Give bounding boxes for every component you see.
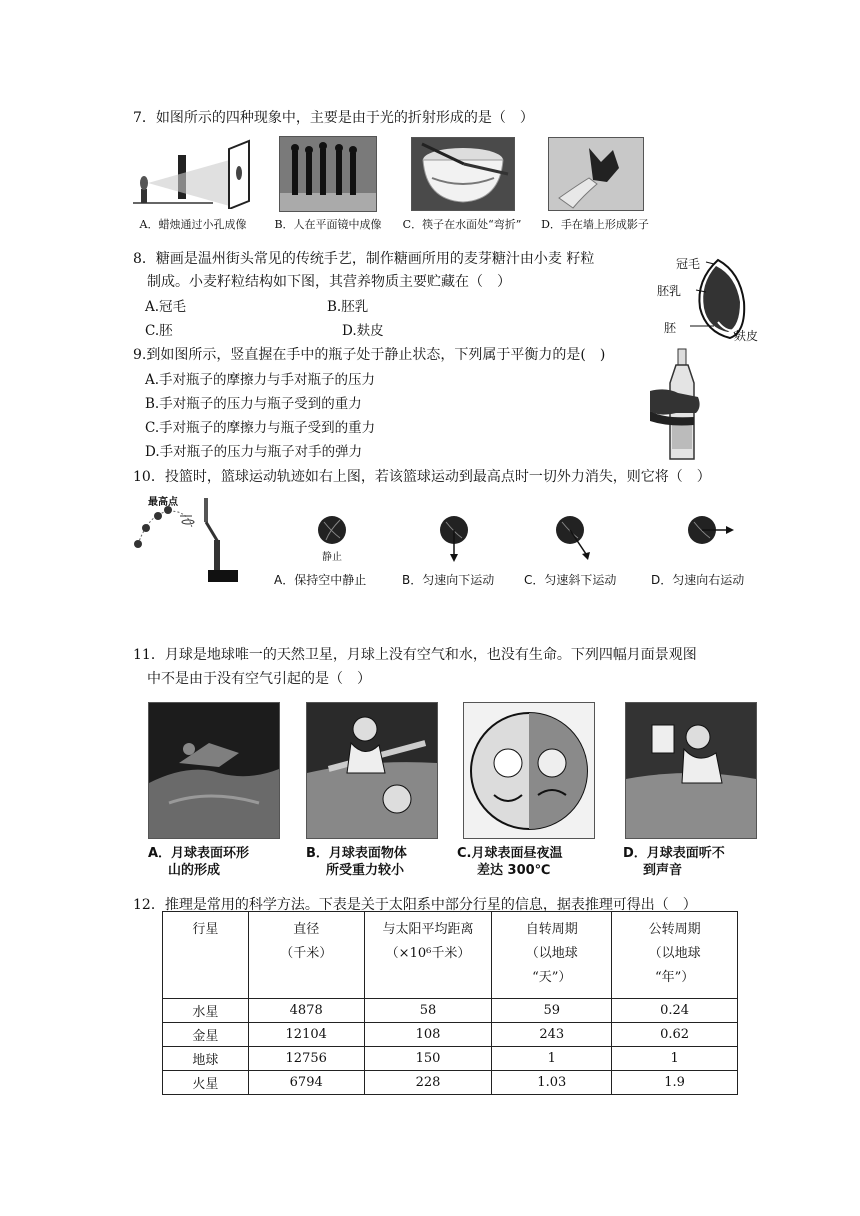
header-planet: 行星 [163, 912, 249, 999]
q10-option-a: A．保持空中静止 [274, 573, 367, 587]
cell-planet: 水星 [163, 999, 249, 1023]
q11-stem-line1: 11．月球是地球唯一的天然卫星，月球上没有空气和水，也没有生命。下列四幅月面景观图 [133, 647, 697, 663]
header-diameter: 直径 （千米） [248, 912, 364, 999]
cell-diameter: 12756 [248, 1047, 364, 1071]
q7-figure-d [548, 137, 644, 211]
q8-label-peiru: 胚乳 [657, 284, 682, 298]
cell-diameter: 12104 [248, 1023, 364, 1047]
q11-figure-a [148, 702, 280, 839]
q11-stem-line2: 中不是由于没有空气引起的是（ ） [147, 671, 371, 687]
planet-table [162, 911, 738, 1095]
q9-option-a: A.手对瓶子的摩擦力与手对瓶子的压力 [145, 372, 376, 388]
q7-caption-a: A．蜡烛通过小孔成像 [139, 218, 247, 231]
cell-distance: 108 [364, 1023, 492, 1047]
q11-caption-b-line1: B．月球表面物体 [306, 846, 407, 861]
cell-revolution: 0.24 [612, 999, 738, 1023]
cell-rotation: 1.03 [492, 1071, 612, 1095]
header-distance: 与太阳平均距离 （×10⁶千米） [364, 912, 492, 999]
cell-distance: 150 [364, 1047, 492, 1071]
q11-caption-a-line2: 山的形成 [168, 863, 221, 878]
q10-option-b: B．匀速向下运动 [402, 573, 495, 587]
q10-top-label: 最高点 [148, 497, 178, 508]
header-revolution: 公转周期 （以地球 “年”） [612, 912, 738, 999]
q10-ball-b [438, 514, 474, 564]
q10-option-c: C．匀速斜下运动 [524, 573, 617, 587]
cell-distance: 58 [364, 999, 492, 1023]
q11-figure-c [463, 702, 595, 839]
q10-ball-a [316, 514, 348, 546]
cell-diameter: 4878 [248, 999, 364, 1023]
table-row [163, 1023, 738, 1047]
cell-rotation: 243 [492, 1023, 612, 1047]
cell-planet: 金星 [163, 1023, 249, 1047]
cell-planet: 火星 [163, 1071, 249, 1095]
q8-label-pei: 胚 [664, 321, 677, 335]
cell-revolution: 1 [612, 1047, 738, 1071]
table-row [163, 1071, 738, 1095]
q11-caption-d-line2: 到声音 [643, 863, 683, 878]
q11-caption-a-line1: A．月球表面环形 [148, 846, 250, 861]
cell-revolution: 0.62 [612, 1023, 738, 1047]
q9-option-c: C.手对瓶子的摩擦力与瓶子受到的重力 [145, 420, 376, 436]
q11-figure-b [306, 702, 438, 839]
q8-stem-line1: 8．糖画是温州街头常见的传统手艺，制作糖画所用的麦芽糖汁由小麦 籽粒 [133, 251, 595, 267]
q8-option-b: B.胚乳 [327, 299, 369, 315]
q8-label-fupi: 麸皮 [734, 329, 759, 343]
q7-figure-c [411, 137, 515, 211]
q8-stem-line2: 制成。小麦籽粒结构如下图，其营养物质主要贮藏在（ ） [147, 274, 511, 290]
q8-option-a: A.冠毛 [145, 299, 187, 315]
q11-caption-c [457, 845, 607, 879]
q11-caption-a [148, 845, 288, 879]
q7-figure-b [279, 136, 377, 212]
cell-distance: 228 [364, 1071, 492, 1095]
cell-diameter: 6794 [248, 1071, 364, 1095]
q8-option-c: C.胚 [145, 323, 173, 339]
q7-caption-b: B．人在平面镜中成像 [274, 218, 382, 231]
q7-caption-d: D．手在墙上形成影子 [541, 218, 649, 231]
q11-caption-d [623, 845, 763, 879]
q7-stem: 7．如图所示的四种现象中，主要是由于光的折射形成的是（ ） [133, 110, 534, 126]
q9-option-d: D.手对瓶子的压力与瓶子对手的弹力 [145, 444, 363, 460]
q11-figure-d [625, 702, 757, 839]
q10-option-d: D．匀速向右运动 [651, 573, 745, 587]
cell-rotation: 59 [492, 999, 612, 1023]
q10-still-label: 静止 [322, 552, 342, 563]
q9-stem: 9.到如图所示，竖直握在手中的瓶子处于静止状态，下列属于平衡力的是( ) [133, 347, 606, 363]
q11-caption-b [306, 845, 446, 879]
q8-option-d: D.麸皮 [342, 323, 384, 339]
q7-caption-c: C．筷子在水面处“弯折” [402, 218, 522, 231]
header-rotation: 自转周期 （以地球 “天”） [492, 912, 612, 999]
q7-figure-a [133, 137, 251, 209]
q9-option-b: B.手对瓶子的压力与瓶子受到的重力 [145, 396, 362, 412]
table-row [163, 1047, 738, 1071]
table-row [163, 999, 738, 1023]
q10-ball-d [686, 514, 736, 548]
q10-ball-c [554, 514, 594, 564]
q10-trajectory-figure [128, 492, 246, 584]
q9-bottle-figure [648, 347, 720, 465]
cell-planet: 地球 [163, 1047, 249, 1071]
table-header-row [163, 912, 738, 999]
q12-stem: 12．推理是常用的科学方法。下表是关于太阳系中部分行星的信息，据表推理可得出（ ） [133, 897, 697, 913]
cell-rotation: 1 [492, 1047, 612, 1071]
q11-caption-c-line2: 差达 300℃ [477, 863, 551, 878]
q11-caption-d-line1: D．月球表面听不 [623, 846, 725, 861]
q8-label-guanmao: 冠毛 [676, 257, 701, 271]
q10-stem: 10．投篮时，篮球运动轨迹如右上图，若该篮球运动到最高点时一切外力消失，则它将（ ） [133, 469, 711, 485]
q11-caption-c-line1: C.月球表面昼夜温 [457, 846, 563, 861]
cell-revolution: 1.9 [612, 1071, 738, 1095]
q11-caption-b-line2: 所受重力较小 [326, 863, 405, 878]
